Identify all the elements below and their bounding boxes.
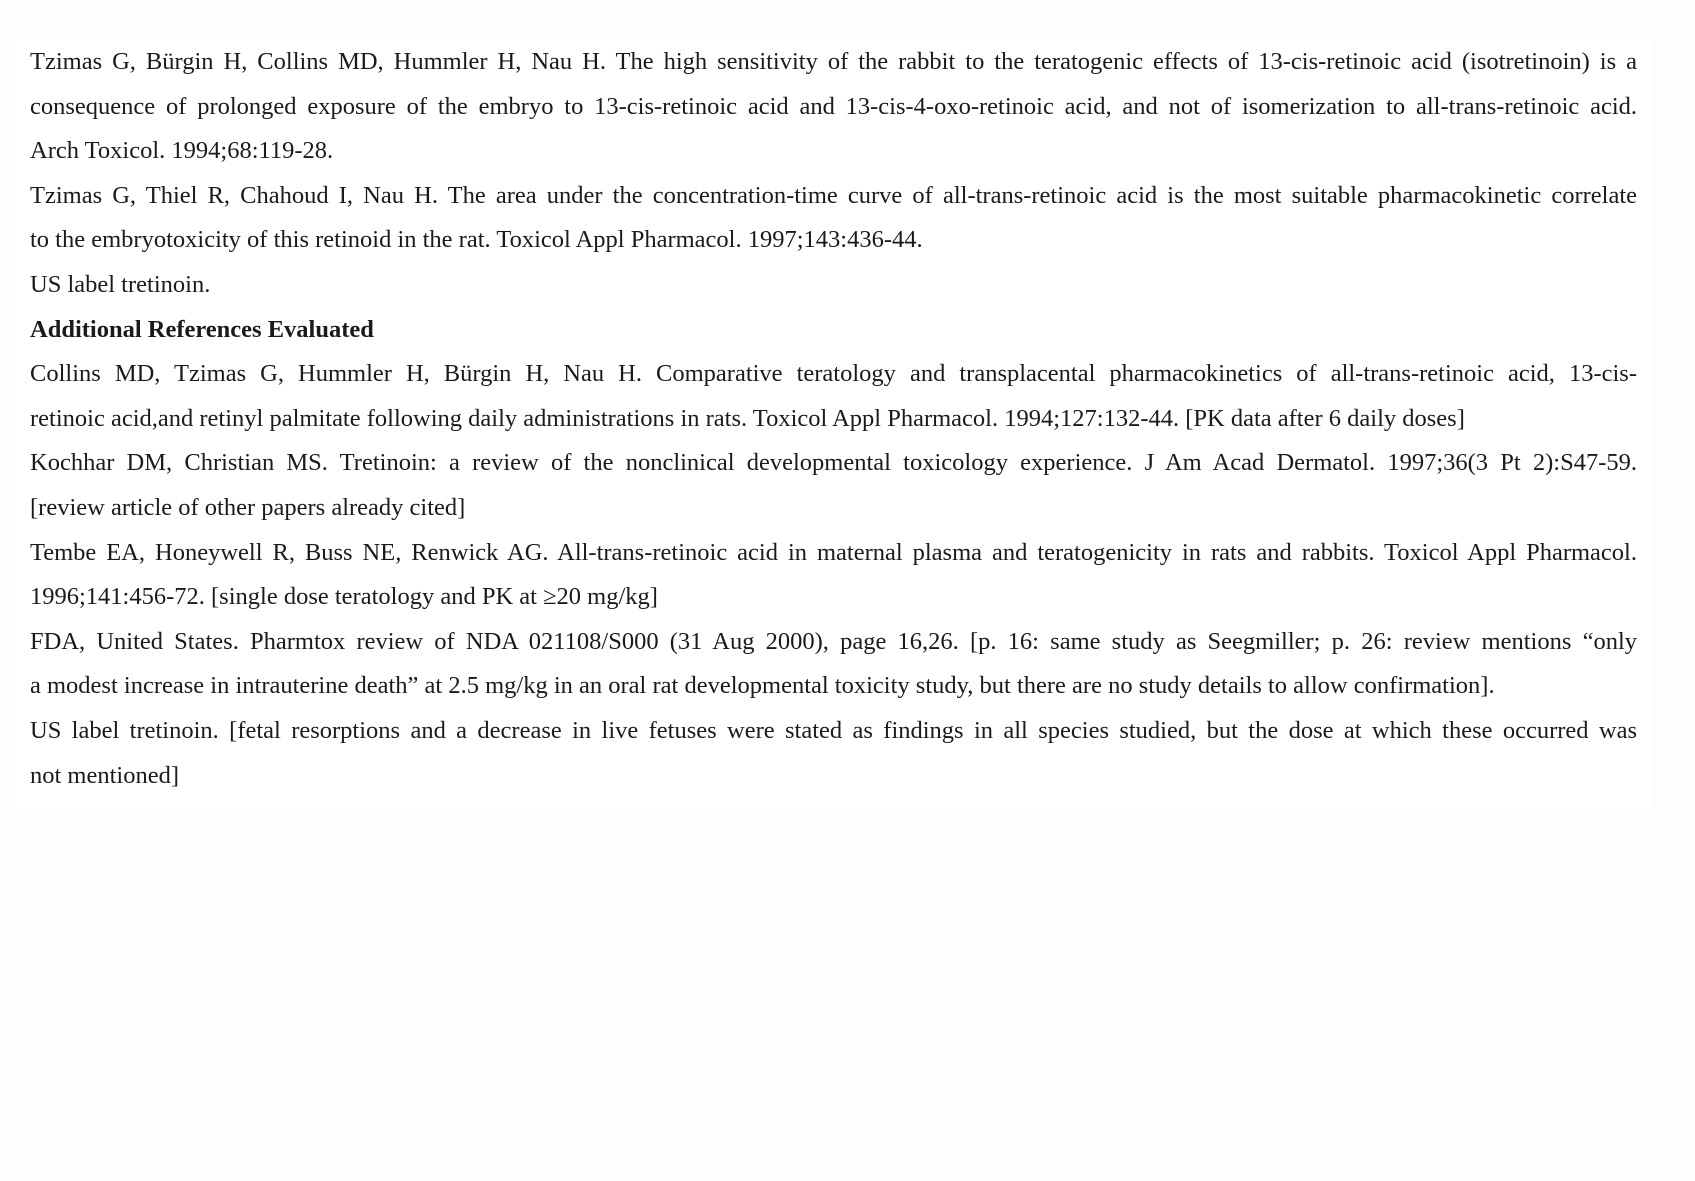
reference-line: 1996;141:456-72. [single dose teratology and PK at ≥20 mg/kg] xyxy=(30,583,658,611)
reference-line: Tzimas G, Thiel R, Chahoud I, Nau H. The area under the concentration-time curve of all-trans-retinoic acid is the most suitable pharmacokinetic correlate xyxy=(30,181,1637,209)
reference-line: Kochhar DM, Christian MS. Tretinoin: a review of the nonclinical developmental toxicology experience. J Am Acad Dermatol. 1997;36(3 Pt 2):S47-59. xyxy=(30,449,1637,477)
reference-line: Collins MD, Tzimas G, Hummler H, Bürgin H, Nau H. Comparative teratology and transplacental pharmacokinetics of all-trans-retinoic acid, 13-cis- xyxy=(30,360,1637,388)
section-heading: Additional References Evaluated xyxy=(30,315,374,343)
additional-reference-entry xyxy=(30,441,1652,530)
reference-entry xyxy=(30,174,1652,263)
reference-line: Tembe EA, Honeywell R, Buss NE, Renwick AG. All-trans-retinoic acid in maternal plasma and teratogenicity in rats and rabbits. Toxicol Appl Pharmacol. xyxy=(30,538,1637,566)
additional-reference-entry xyxy=(30,709,1652,798)
reference-line: retinoic acid,and retinyl palmitate following daily administrations in rats. Toxicol Appl Pharmacol. 1994;127:132-44. [PK data after 6 daily doses] xyxy=(30,404,1465,432)
additional-reference-entry xyxy=(30,531,1652,620)
reference-line: US label tretinoin. xyxy=(30,270,211,298)
reference-line: Tzimas G, Bürgin H, Collins MD, Hummler H, Nau H. The high sensitivity of the rabbit to the teratogenic effects of 13-cis-retinoic acid (isotretinoin) is a xyxy=(30,48,1637,75)
reference-line: FDA, United States. Pharmtox review of NDA 021108/S000 (31 Aug 2000), page 16,26. [p. 16: same study as Seegmiller; p. 26: review mentions “only xyxy=(30,627,1637,655)
reference-line: a modest increase in intrauterine death” at 2.5 mg/kg in an oral rat developmental toxicity study, but there are no study details to allow confirmation]. xyxy=(30,672,1495,700)
reference-line: not mentioned] xyxy=(30,761,180,789)
reference-line: consequence of prolonged exposure of the embryo to 13-cis-retinoic acid and 13-cis-4-oxo-retinoic acid, and not of isomerization to all-trans-retinoic acid. xyxy=(30,92,1637,120)
reference-line: [review article of other papers already cited] xyxy=(30,493,466,521)
reference-line: Arch Toxicol. 1994;68:119-28. xyxy=(30,137,334,165)
reference-line: US label tretinoin. [fetal resorptions and a decrease in live fetuses were stated as findings in all species studied, but the dose at which these occurred was xyxy=(30,716,1637,744)
reference-entry xyxy=(30,40,1652,174)
reference-entry xyxy=(30,263,1652,308)
reference-line: to the embryotoxicity of this retinoid in the rat. Toxicol Appl Pharmacol. 1997;143:436-44. xyxy=(30,226,923,254)
additional-reference-entry xyxy=(30,620,1652,709)
reference-list-page xyxy=(16,38,1652,808)
additional-reference-entry xyxy=(30,352,1652,441)
